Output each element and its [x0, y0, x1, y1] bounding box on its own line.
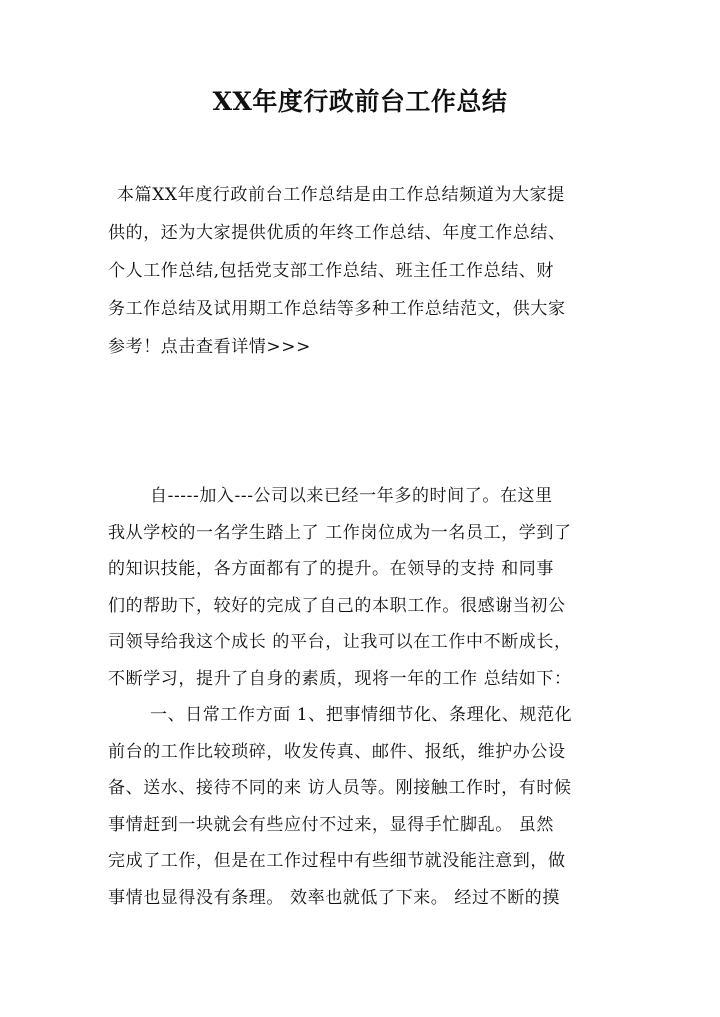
- body-line: 事情也显得没有条理。 效率也就低了下来。 经过不断的摸: [108, 887, 561, 908]
- intro-line: 供的，还为大家提供优质的年终工作总结、年度工作总结、: [108, 223, 566, 243]
- document-title: XX年度行政前台工作总结: [212, 87, 508, 116]
- body-line: 完成了工作，但是在工作过程中有些细节就没能注意到，做: [108, 851, 566, 871]
- body-line: 前台的工作比较琐碎，收发传真、邮件、报纸，维护办公设: [108, 741, 566, 762]
- intro-line: 个人工作总结,包括党支部工作总结、班主任工作总结、财: [108, 261, 555, 281]
- body-line: 的知识技能，各方面都有了的提升。在领导的支持 和同事: [108, 559, 555, 579]
- body-line: 自-----加入---公司以来已经一年多的时间了。在这里: [150, 486, 553, 506]
- body-line: 不断学习，提升了自身的素质，现将一年的工作 总结如下：: [108, 668, 572, 689]
- body-line: 司领导给我这个成长 的平台，让我可以在工作中不断成长，: [108, 632, 572, 652]
- body-line: 事情赶到一块就会有些应付不过来，显得手忙脚乱。 虽然: [108, 814, 555, 835]
- intro-line-with-link[interactable]: 参考！点击查看详情>>>: [108, 337, 311, 357]
- intro-line: 本篇XX年度行政前台工作总结是由工作总结频道为大家提: [117, 185, 565, 205]
- body-line: 备、送水、接待不同的来 访人员等。刚接触工作时，有时候: [108, 778, 572, 798]
- intro-line: 务工作总结及试用期工作总结等多种工作总结范文，供大家: [108, 299, 566, 319]
- body-paragraphs: [108, 478, 618, 916]
- section-heading-line: 一、日常工作方面 1、把事情细节化、条理化、规范化: [150, 705, 573, 725]
- intro-paragraph: [108, 176, 618, 366]
- body-line: 我从学校的一名学生踏上了 工作岗位成为一名员工，学到了: [108, 522, 572, 543]
- body-line: 们的帮助下，较好的完成了自己的本职工作。很感谢当初公: [108, 595, 566, 616]
